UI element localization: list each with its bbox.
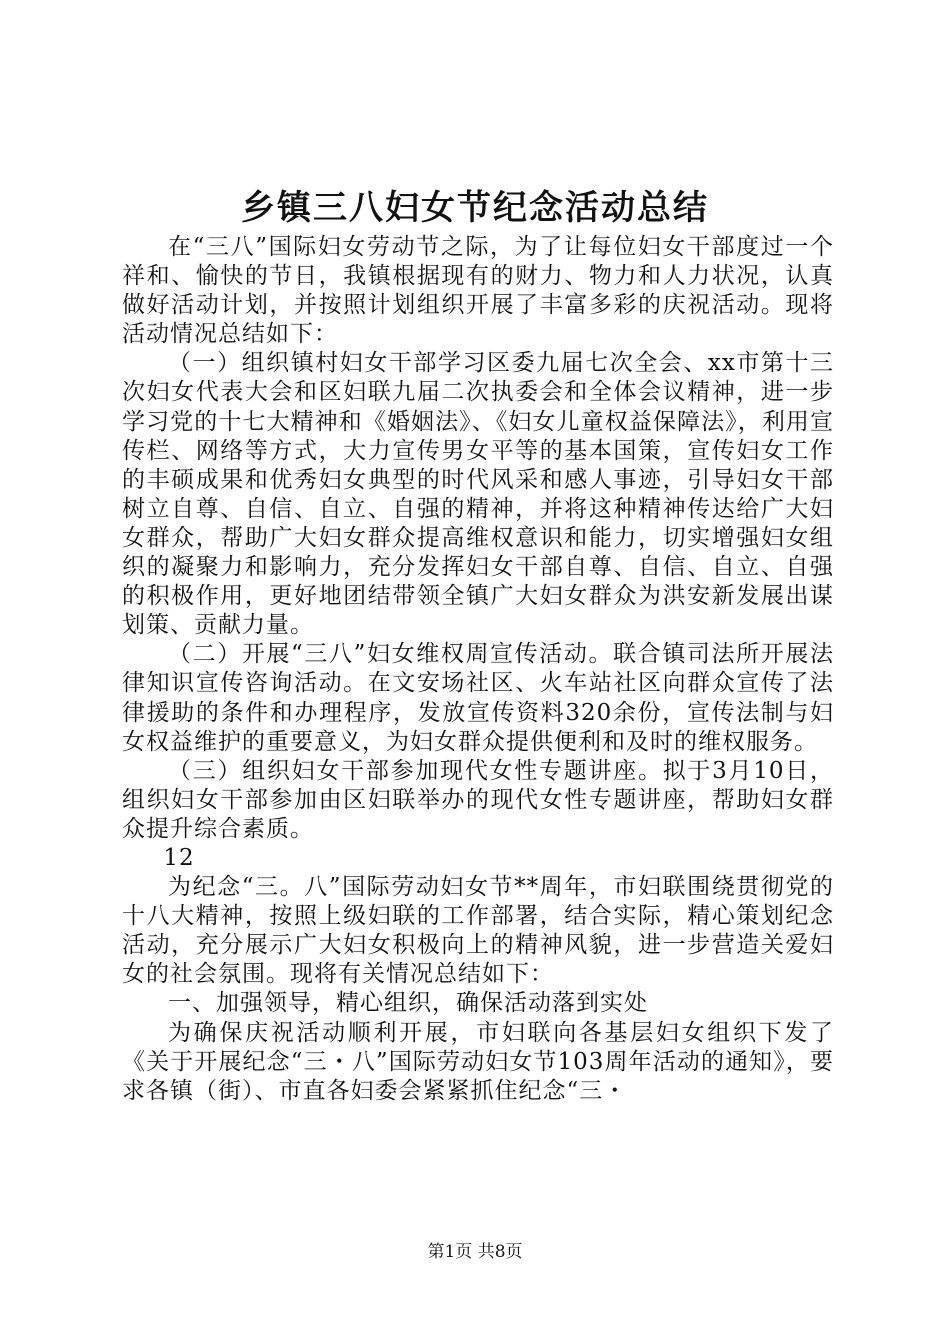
- document-title: 乡镇三八妇女节纪念活动总结: [241, 188, 709, 228]
- page-footer: 第1页 共8页: [427, 1242, 523, 1262]
- paragraph-body-1: 为确保庆祝活动顺利开展，市妇联向各基层妇女组织下发了《关于开展纪念“三・八”国际劳动妇女节103周年活动的通知》，要求各镇（街）、市直各妇委会紧紧抓住纪念“三・: [122, 1019, 834, 1104]
- paragraph-second-intro: 为纪念“三。八”国际劳动妇女节**周年，市妇联围绕贯彻党的十八大精神，按照上级妇联的工作部署，结合实际，精心策划纪念活动，充分展示广大妇女积极向上的精神风貌，进一步营造关爱妇女的社会氛围。现将有关情况总结如下：: [122, 874, 834, 988]
- paragraph-section-3: （三）组织妇女干部参加现代女性专题讲座。拟于3月10日，组织妇女干部参加由区妇联举办的现代女性专题讲座，帮助妇女群众提升综合素质。: [122, 757, 834, 842]
- paragraph-intro: 在“三八”国际妇女劳动节之际，为了让每位妇女干部度过一个祥和、愉快的节日，我镇根据现有的财力、物力和人力状况，认真做好活动计划，并按照计划组织开展了丰富多彩的庆祝活动。现将活动情况总结如下：: [122, 234, 834, 348]
- paragraph-heading-1: 一、加强领导，精心组织，确保活动落到实处: [168, 990, 648, 1017]
- document-body: [122, 233, 834, 1106]
- paragraph-section-2: （二）开展“三八”妇女维权周宣传活动。联合镇司法所开展法律知识宣传咨询活动。在文安场社区、火车站社区向群众宣传了法律援助的条件和办理程序，发放宣传资料320余份，宣传法制与妇女权益维护的重要意义，为妇女群众提供便利和及时的维权服务。: [122, 641, 834, 755]
- paragraph-section-1: （一）组织镇村妇女干部学习区委九届七次全会、xx市第十三次妇女代表大会和区妇联九届二次执委会和全体会议精神，进一步学习党的十七大精神和《婚姻法》、《妇女儿童权益保障法》，利用宣传栏、网络等方式，大力宣传男女平等的基本国策，宣传妇女工作的丰硕成果和优秀妇女典型的时代风采和感人事迹，引导妇女干部树立自尊、自信、自立、自强的精神，并将这种精神传达给广大妇女群众，帮助广大妇女群众提高维权意识和能力，切实增强妇女组织的凝聚力和影响力，充分发挥妇女干部自尊、自信、自立、自强的积极作用，更好地团结带领全镇广大妇女群众为洪安新发展出谋划策、贡献力量。: [122, 350, 834, 639]
- paragraph-separator-number: 12: [163, 844, 195, 871]
